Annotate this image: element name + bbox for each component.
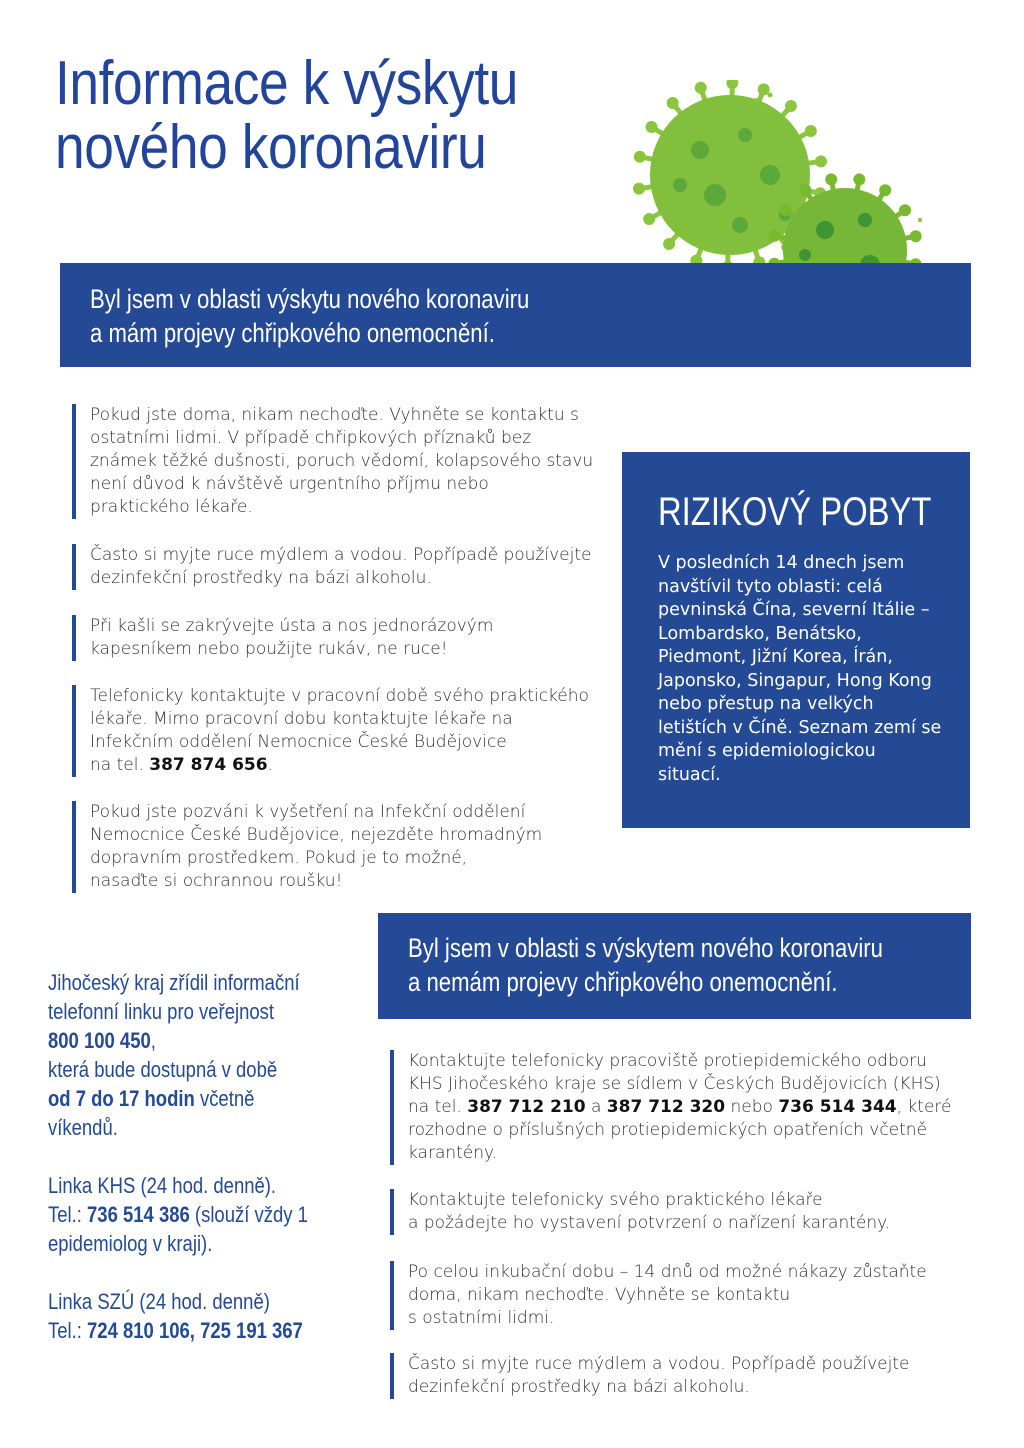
text-line: která bude dostupná v době: [48, 1057, 278, 1082]
asymptomatic-banner: [378, 913, 971, 1019]
text-line: Lombardsko, Benátsko,: [658, 623, 862, 644]
text-line: [90, 754, 589, 777]
text-line: doma, nikam nechoďte. Vyhněte se kontaktu: [408, 1285, 791, 1305]
text-fragment: (slouží vždy 1: [189, 1202, 308, 1227]
text-line: rozhodne o příslušných protiepidemických opatřeních včetně: [408, 1120, 928, 1140]
text-fragment: , které: [896, 1097, 952, 1117]
text-line: Často si myjte ruce mýdlem a vodou. Popřípadě používejte: [90, 545, 592, 565]
text-line: letištích v Číně. Seznam zemí se: [658, 717, 942, 738]
text-line: Piedmont, Jižní Korea, Írán,: [658, 647, 893, 667]
text-line: mění s epidemiologickou: [658, 741, 876, 761]
text-fragment: ,: [150, 1028, 156, 1053]
text-line: karantény.: [408, 1143, 498, 1163]
tel-suffix: .: [267, 755, 273, 775]
text-line: kapesníkem nebo použijte rukáv, ne ruce!: [90, 639, 448, 659]
risk-stay-box: [622, 452, 970, 828]
text-line: Jihočeský kraj zřídil informační: [48, 970, 300, 995]
khs-line-label: Linka KHS (24 hod. denně).: [48, 1173, 277, 1198]
text-line: lékaře. Mimo pracovní dobu kontaktujte lékaře na: [90, 709, 513, 729]
text-line: telefonní linku pro veřejnost: [48, 999, 275, 1024]
section2-paragraph-1: [390, 1050, 951, 1165]
risk-stay-title: RIZIKOVÝ POBYT: [658, 490, 932, 534]
khs-phone: 736 514 386: [87, 1202, 190, 1227]
szu-phones: 724 810 106, 725 191 367: [87, 1318, 303, 1343]
text-line: Telefonicky kontaktujte v pracovní době svého praktického: [90, 686, 589, 706]
text-line: [48, 1026, 325, 1055]
text-line: Často si myjte ruce mýdlem a vodou. Popřípadě používejte: [408, 1354, 910, 1374]
section1-paragraph-1: [72, 404, 593, 519]
khs-phone-2: 387 712 320: [606, 1097, 726, 1117]
section1-paragraph-2: [72, 544, 591, 590]
section2-paragraph-4: [390, 1353, 909, 1399]
banner1-line-1: Byl jsem v oblasti výskytu nového koronaviru: [90, 284, 530, 314]
text-fragment: včetně: [194, 1086, 255, 1111]
infection-dept-phone: 387 874 656: [149, 755, 268, 775]
spacer: [48, 1142, 325, 1171]
page-title: [55, 49, 571, 182]
text-line: navštívil tyto oblasti: celá: [658, 576, 883, 597]
text-line: [48, 1316, 325, 1345]
text-line: ostatními lidmi. V případě chřipkových příznaků bez: [90, 428, 532, 448]
hotline-info: [48, 968, 378, 1345]
text-line: Pokud jste doma, nikam nechoďte. Vyhněte se kontaktu s: [90, 405, 579, 425]
text-line: [408, 1096, 951, 1119]
section1-paragraph-5: [72, 801, 542, 893]
text-line: Při kašli se zakrývejte ústa a nos jednorázovým: [90, 616, 494, 636]
risk-stay-body: [658, 552, 958, 787]
text-line: víkendů.: [48, 1115, 118, 1140]
text-fragment: a: [585, 1097, 607, 1117]
hotline-phone: 800 100 450: [48, 1028, 151, 1053]
tel-prefix: na tel.: [90, 755, 150, 775]
text-line: a požádejte ho vystavení potvrzení o nařízení karantény.: [408, 1213, 891, 1233]
text-line: známek těžké dušnosti, poruch vědomí, kolapsového stavu: [90, 451, 594, 471]
text-line: s ostatními lidmi.: [408, 1308, 555, 1328]
hotline-hours: od 7 do 17 hodin: [48, 1086, 195, 1111]
text-line: V posledních 14 dnech jsem: [658, 553, 905, 573]
section2-paragraph-2: [390, 1189, 890, 1235]
section1-paragraph-3: [72, 615, 493, 661]
text-line: nasaďte si ochrannou roušku!: [90, 871, 343, 891]
text-line: [48, 1200, 325, 1229]
text-fragment: na tel.: [408, 1097, 468, 1117]
banner2-line-2: a nemám projevy chřipkového onemocnění.: [408, 967, 838, 997]
text-line: dopravním prostředkem. Pokud je to možné,: [90, 848, 468, 868]
banner1-line-2: a mám projevy chřipkového onemocnění.: [90, 318, 495, 348]
text-line: epidemiolog v kraji).: [48, 1231, 213, 1256]
text-line: dezinfekční prostředky na bázi alkoholu.: [408, 1377, 750, 1397]
spacer: [48, 1258, 325, 1287]
text-line: Po celou inkubační dobu – 14 dnů od možné nákazy zůstaňte: [408, 1262, 927, 1282]
title-line-2: nového koronaviru: [55, 113, 487, 182]
text-line: Pokud jste pozváni k vyšetření na Infekční oddělení: [90, 802, 526, 822]
section2-paragraph-3: [390, 1261, 927, 1330]
text-line: není důvod k návštěvě urgentního příjmu nebo: [90, 474, 489, 494]
text-line: dezinfekční prostředky na bázi alkoholu.: [90, 568, 432, 588]
title-line-1: Informace k výskytu: [55, 49, 518, 118]
szu-line-label: Linka SZÚ (24 hod. denně): [48, 1289, 270, 1314]
section1-paragraph-4: [72, 685, 589, 777]
text-line: Japonsko, Singapur, Hong Kong: [658, 670, 932, 691]
text-line: Kontaktujte telefonicky pracoviště protiepidemického odboru: [408, 1051, 927, 1071]
text-line: situací.: [658, 764, 721, 785]
text-line: Kontaktujte telefonicky svého praktického lékaře: [408, 1190, 823, 1210]
text-line: Nemocnice České Budějovice, nejezděte hromadným: [90, 825, 543, 845]
text-line: Infekčním oddělení Nemocnice České Budějovice: [90, 732, 507, 752]
text-line: praktického lékaře.: [90, 497, 253, 517]
khs-phone-1: 387 712 210: [467, 1097, 586, 1117]
banner2-line-1: Byl jsem v oblasti s výskytem nového koronaviru: [408, 933, 883, 963]
text-line: KHS Jihočeského kraje se sídlem v Českých Budějovicích (KHS): [408, 1074, 941, 1094]
text-line: pevninská Čína, severní Itálie –: [658, 600, 930, 620]
khs-phone-3: 736 514 344: [778, 1097, 897, 1117]
text-line: [48, 1084, 325, 1113]
text-fragment: Tel.:: [48, 1202, 88, 1227]
text-fragment: nebo: [725, 1097, 779, 1117]
text-fragment: Tel.:: [48, 1318, 88, 1343]
text-line: nebo přestup na velkých: [658, 694, 874, 714]
